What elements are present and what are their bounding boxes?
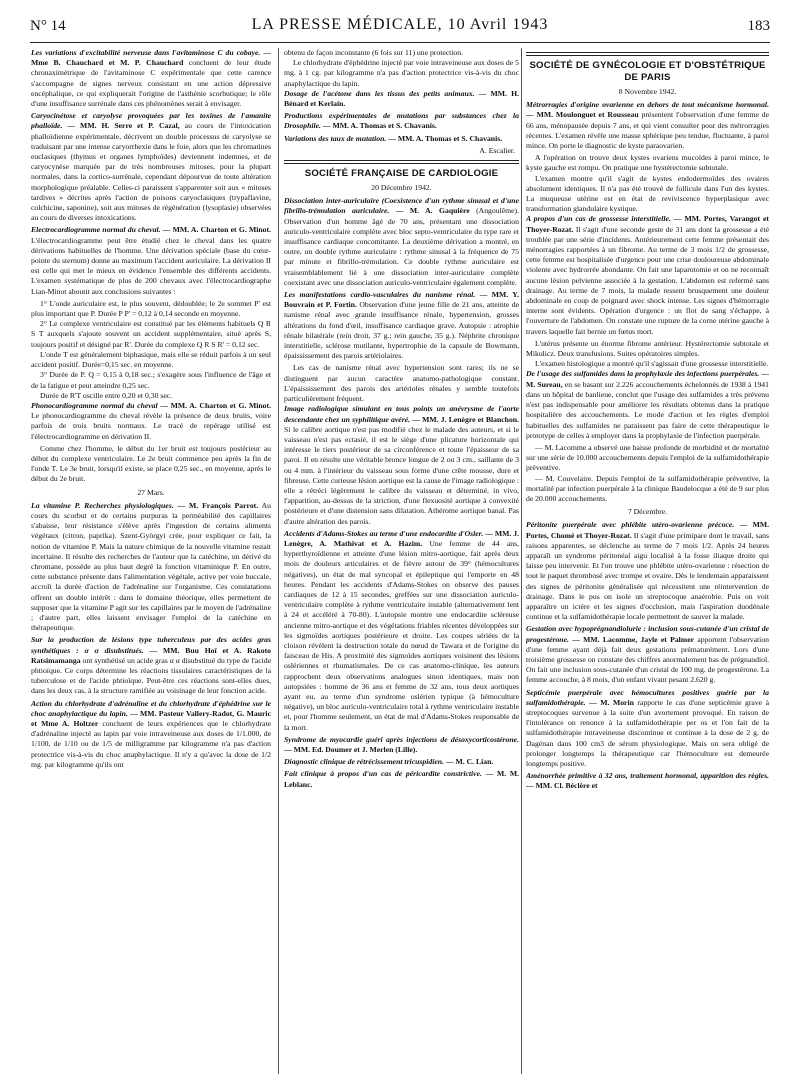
article: Caryocinétose et caryolyse provoquées par les toxines de l'amanite phalloïde. — MM. H. Serre et P. Cazal, au cours de l'intoxication phalloïdienne expérimentale, décrivent un double processus de caryolyse se traduisant par une intense caryorrhexie dans le foie, alors que les chromatines euclasiques (thymus et organes lymphoïdes) deviennent indemnes, et de caryocynèse marquée par de très nombreuses mitoses, pour la plupart normales, dans la cortico-surrénale, cependant dépourvue de toute altération morphologique préalable. Celles-ci paraissent s'apparenter soit aux « mitoses tardives » décrites après l'action de poisons caryoclasiques (trypaflavine, colchicine, saponine), soit aux mitoses de régénération (lysoplasie) observées au cours de diverses intoxications. (31, 111, 271, 223)
signature: A. Escalier. (479, 145, 515, 155)
article: Accidents d'Adams-Stokes au terme d'une endocardite d'Osler. — MM. J. Lenègre, A. Mathivat et A. Hazim. Une femme de 44 ans, hyperthyroïdienne et atteinte d'une lésion mitro-aortique, fait après deux mois de douleurs articulaires et de fièvre autour de 39° (hémocultures négatives), un état de mal syncopal et épileptique qui l'emporte en 48 heures. Pendant les accidents d'Adams-Stokes on observe des pauses cardiaques de 12 à 15 secondes, greffées sur une dissociation auriculo-ventriculaire complète à rythme ventriculaire instable (alternativement lent à 24 et accéléré à 70-80). L'autopsie montre une endocardite scléreuse ancienne mitro-aortique et des végétations friables récentes développées sur les sigmoïdes aortiques postérieure et droite. Les coupes sériées de la cloison révèlent la destruction totale du nœud de Tawara et de l'origine du faisceau de His. A proximité des sigmoïdes aortiques voisinent des lésions oslériennes et rhumatismales. De ce cas anatomo-clinique, les auteurs rapprochent deux observations analogues sinon identiques, mais non autopsiées : homme de 36 ans et femme de 32 ans, tous deux aortiques ayant eu, au terme d'un syndrome oslérien typique (à hémoculture négative), un bloc auriculo-ventriculaire total à rythme ventriculaire instable et, pour l'homme seulement, un état de mal d'Adams-Stokes responsable de la mort. (284, 528, 519, 732)
article: Dosage de l'acétone dans les tissus des petits animaux. — MM. H. Bénard et Kerlain. (284, 88, 519, 109)
paragraph: obtenu de façon inconstante (6 fois sur 11) une protection. (284, 48, 464, 57)
list-item: 3° Durée de P. Q = 0,15 à 0,18 sec.; s'exagère sous l'influence de l'âge et de la fatigue et peut atteindre 0,25 sec. (31, 370, 271, 390)
article: Phonocardiogramme normal du cheval — MM. A. Charton et G. Minot. Le phonocardiogramme du cheval révèle la présence de deux bruits, voire parfois de trois bruits normaux. Le tracé de repérage utilisé est l'électrocardiogramme en dérivation II. (31, 400, 271, 441)
paragraph: L'examen histologique a montré qu'il s'agissait d'une grossesse interstitielle. (535, 359, 769, 369)
list-item: Durée de R'T oscille entre 0,20 et 0,30 sec. (40, 390, 173, 400)
article: Fait clinique à propos d'un cas de péricardite constrictive. — M. M. Leblanc. (284, 769, 519, 789)
article: Image radiologique simulant en tous points un anévrysme de l'aorte descendante chez un syphilitique avéré. — MM. J. Lenègre et Blanchon. Si le calibre aortique n'est pas modifié chez le malade des auteurs, et si le vaisseau n'est pas ectasié, il est le siège d'une plicature horizontale qui intéresse le tiers postérieur de sa circonférence et toute l'épaisseur de sa paroi. Il en résulte une véritable bronce longue de 2 ou 3 cm., saillante de 3 ou 4 mm. à l'intérieur du vaisseau sous forme d'une crête mousse, dure et fibreuse. Cette curieuse lésion aortique est la cause de l'image radiologique : elle a rétréci légèrement le calibre du vaisseau et déterminé, in vivo, l'apparition, au-dessus de la striction, d'une flexuosité aortique à convexité postérieure et d'une distension sans dilatation. Athérome aortique banal. Pas d'autre altération des parois. (284, 404, 519, 526)
list-item: 1° L'onde auriculaire est, le plus souvent, dédoublée; le 2e sommet P' est plus important que P. Durée P P' = 0,12 à 0,14 seconde en moyenne. (31, 298, 271, 319)
paragraph: L'utérus présente un énorme fibrome antérieur. Hystérectomie subtotale et Mikulicz. Deux transfusions. Suites opératoires simples. (526, 338, 769, 359)
article: Septicémie puerpérale avec hémocultures positives guérie par la sulfamidothérapie. — M. Morin rapporte le cas d'une septicémie grave à streptocoques survenue à la suite d'un avortement provoqué. En raison de l'intolérance on renonce à la sulfamidothérapie per os et l'on fait de la sulfamidothérapie intraveineuse discontinue et continue à la dose de 2 g. de Dagénan dans 100 cm3 de sérum physiologique. Mais on sera obligé de prolonger longtemps la thérapeutique car l'hémoculture est demeurée longtemps positive. (526, 687, 769, 768)
article: La vitamine P. Recherches physiologiques. — M. François Parrot. Au cours du scorbut et de certains purpuras la perméabilité des capillaires s'abaisse, leur résistance s'élève après l'ingestion de certains aliments végétaux (citron, paprika). Szent-Györgyi crée, pour expliquer ce fait, la notion de vitamine P. Mais la nature chimique de la nouvelle vitamine restait incertaine. Il résulte des recherches de l'auteur que la catéchine, un dérivé du chromane, possède au plus haut degré la fonction vitaminique P. En outre, cette substance présente dans l'alimentation végétale, active per voie buccale, accroît la durée d'action de l'adrénaline sur l'organisme. Ces constatations offrent un double intérêt : dans le domaine théorique, elles permettent de supposer que la vitamine P agit sur les capillaires par le moyen de l'adrénaline ; d'autre part, elles laissent envisager l'emploi de la catéchine en thérapeutique. (31, 500, 271, 633)
header-rule (30, 42, 770, 43)
article: Productions expérimentales de mutations par substances chez la Drosophile. — MM. A. Thomas et S. Chavanis. (284, 111, 519, 131)
article: Variations des taux de mutation. — MM. A. Thomas et S. Chavanis. (284, 133, 503, 143)
article: Syndrome de myocardie guéri après injections de désoxycorticostérone. — MM. Ed. Doumer et J. Merlen (Lille). (284, 734, 519, 754)
column-3 (526, 48, 769, 1074)
page-header (30, 14, 770, 42)
paragraph: L'examen montre qu'il s'agit de kystes endodermoïdes des ovaires absolument identiques. Il n'a pas été trouvé de follicule dans l'un des kystes. La muqueuse utérine est en état de reviviscence hyperplasique avec transformation glandulaire kystique. (526, 173, 769, 214)
column-2 (284, 48, 519, 1074)
article: Métrorragies d'origine ovarienne en dehors de tout mécanisme hormonal. — MM. Moulonguet et Rousseau présentent l'observation d'une femme de 66 ans, ménopausée depuis 7 ans, et qui vient consulter pour des métrorragies récentes. L'examen révèle une masse sphérique peu tendue, fluctuante, à paroi mince. On porte le diagnostic de kyste paraovarien. (526, 100, 769, 151)
article: Aménorrhée primitive à 32 ans, traitement hormonal, apparition des règles. — MM. Cl. Béclère et (526, 771, 769, 791)
session-date: 7 Décembre. (627, 507, 668, 517)
article: Les manifestations cardio-vasculaires du nanisme rénal. — MM. Y. Bouvrain et P. Fortin. Observation d'une jeune fille de 21 ans, atteinte de nanisme rénal avec grande insuffisance rénale, hypertension, grosses altérations du fond d'œil, insuffisance cardiaque grave. Autopsie : atrophie rénale bilatérale (rein droit, 37 g.; rein gauche, 35 g.). Néphrite chronique interstitielle, sclérose mutilante, hypertrophie de la capsule de Bowmann, épaississement des parois artériolaires. (284, 290, 519, 361)
paragraph: Les cas de nanisme rénal avec hypertension sont rares; ils ne se distinguent par aucun caractère anatomo-pathologique constant. L'épaississement des parois des artérioles rénales y semble toutefois particulièrement fréquent. (284, 363, 519, 404)
article: Dissociation inter-auriculaire (Coexistence d'un rythme sinusal et d'une fibrillo-trémulation auriculaire. — M. A. Gaquière (Angoulême). Observation d'un homme âgé de 70 ans, présentant une dissociation auriculo-ventriculaire complète avec bloc septo-ventriculaire du type rare et insuffisance cardiaque concomitante. La deuxième dérivation a montré, en outre, un double rythme auriculaire : rythme sinusal à la fréquence de 75 par minute et fibrillo-trémulation. Ce double rythme auriculaire est vraisemblablement lié à une dissociation inter-auriculaire complète coexistant avec une dissociation auriculo-ventriculaire également complète. (284, 196, 519, 287)
article: Sur la production de lésions type tuberculeux par des acides gras synthétiques : α α disubstitués. — MM. Buu Hoï et A. Rakoto Ratsimamanga ont synthétisé un acide gras α α disubstitué du type de l'acide phtioïque. Ce corps détermine les réactions tissulaires caractéristiques de la tuberculose et de l'acide phtioïque. Peut-être ces réactions sont-elles dues, dans les deux cas, à la structure ramifiée au voisinage de leur fonction acide. (31, 635, 271, 696)
paragraph: Comme chez l'homme, le début du 1er bruit est toujours postérieur au début du complexe ventriculaire. Le 2e bruit commence peu après la fin de l'onde T. Le 3e bruit, lorsqu'il existe, se place 0,25 sec., en moyenne, après le début du 2e bruit. (31, 443, 271, 484)
article: Diagnostic clinique de rétrécissement tricuspidien. — M. C. Lian. (284, 757, 494, 767)
column-divider (521, 48, 522, 1074)
list-item: 2° Le complexe ventriculaire est constitué par les éléments habituels Q R S T auxquels s'ajoute souvent un accident supplémentaire, situé après S, toujours positif et désigné par R'. Durée du complexe Q R S R' = 0,12 sec. (31, 319, 271, 349)
column-divider (278, 48, 279, 1074)
article: Gestation avec hypoprégnandiolurie : inclusion sous-cutanée d'un cristal de progestérone. — MM. Lacomme, Jayle et Palmer apportent l'observation d'une femme ayant déjà fait deux gestations prématurément. Lors d'une troisième grossesse on constate des chiffres anormalement bas de prégnandiol. On fait une inclusion sous-cutanée d'un cristal de 100 mg. de progestérone. La femme accouche, à 8 mois, d'un enfant vivant pesant 2.620 g. (526, 624, 769, 685)
paragraph: Le chlorhydrate d'éphédrine injecté par voie intraveineuse aux doses de 5 mg. à 1 cg. par kilogramme n'a pas d'action protectrice vis-à-vis du choc anaphylactique du lapin. (284, 58, 519, 88)
paragraph: — M. Lacomme a observé une baisse profonde de morbidité et de mortalité sur une série de 10.000 accouchements depuis l'emploi de la sulfamidothérapie préventive. (526, 442, 769, 473)
paragraph: A l'opération on trouve deux kystes ovariens mucoïdes à paroi mince, le kyste gauche est rompu. On pratique une hystérectomie subtotale. (526, 153, 769, 173)
article: Electrocardiogramme normal du cheval. — MM. A. Charton et G. Minot. L'électrocardiogramme peut être étudié chez le cheval dans les quatre dérivations habituelles de l'homme. Une dérivation spéciale (base du cœur-pointe du sternum) donne au maximum l'accident auriculaire. La dérivation II est celle qui met le mieux en évidence l'ensemble des différents accidents. L'examen systématique de plus de 200 chevaux avec l'électrocardiographe Lian-Minot aboutit aux conclusions suivantes : (31, 225, 271, 296)
column-1 (31, 48, 271, 1074)
paragraph: — M. Couvelaire. Depuis l'emploi de la sulfamidothérapie préventive, la mortalité par infection puerpérale à la clinique Baudelocque a été de 9 sur plus de 20.000 accouchements. (526, 473, 769, 503)
article: De l'usage des sulfamides dans la prophylaxie des infections puerpérales. — M. Sureau, en se basant sur 2.226 accouchements échelonnés de 1938 à 1941 dans un hôpital de banlieue, conclut que l'usage des sulfamides a très prévenu n'est pas indispensable pour améliorer les résultats obtenus dans la pratique hospitalière des accouchements. Le mode d'action et les règles d'emploi habituelles des sulfamides ne paraissent pas faire de cette thérapeutique le prototype de celles à employer dans la prophylaxie de l'infection puerpérale. (526, 369, 769, 440)
list-item: L'onde T est généralement biphasique, mais elle se réduit parfois à un seul accident positif. Durée=0,15 sec. en moyenne. (31, 349, 271, 370)
article: Péritonite puerpérale avec phlébite utéro-ovarienne précoce. — MM. Portes, Chomé et Thoyer-Rozat. Il s'agit d'une primipare dont le travail, sans raisons apparentes, se déclenche au terme de 7 mois 1/2. Après 24 heures apparaît un syndrome péritonéal aigu localisé à la fosse iliaque droite qui laisse peu intervenir. Et l'on trouve une phlébite utéro-ovarienne : résection de tout le paquet thrombosé avec trompe et ovaire. Dès le lendemain apparaissent des signes de péritonite généralisée qui nécessitent une réintervention de drainage. Dans le pus on isole un streptocoque anaérobie. Puis on voit apparaître un ictère et les signes d'occlusion, mais l'aspiration duodénale continue et la sulfamidothérapie locale permettent de sauver la malade. (526, 520, 769, 622)
section-rule (526, 52, 769, 56)
section-rule (284, 160, 519, 164)
page-number: 183 (747, 18, 770, 34)
session-date: 20 Décembre 1942. (371, 183, 432, 193)
section-heading: SOCIÉTÉ DE GYNÉCOLOGIE ET D'OBSTÉTRIQUE DE PARIS (529, 60, 766, 83)
session-date: 8 Novembre 1942. (618, 87, 677, 96)
issue-number: N° 14 (30, 18, 66, 34)
section-heading: SOCIÉTÉ FRANÇAISE DE CARDIOLOGIE (304, 168, 499, 180)
journal-title: LA PRESSE MÉDICALE, 10 Avril 1943 (251, 16, 549, 33)
session-date: 27 Mars. (137, 487, 165, 497)
article: A propos d'un cas de grossesse interstitielle. — MM. Portes, Varangot et Thoyer-Rozat. Il s'agit d'une seconde geste de 31 ans dont la grossesse a été troublée par une série d'incidents. Antérieurement cette femme présentait des ménorragies rapportées à un fibrome. Au terme de 3 mois 1/2 de grossesse, cette femme est hospitalisée d'urgence pour une crise douloureuse abdominale violente avec hydrorrée abondante. On fait une laparotomie et on ne reconnaît aucune lésion pelvienne associée à la gestation. L'abdomen est refermé sans drainage. Au terme de 7 mois, la malade ressent brusquement une douleur abdominale en coup de poignard avec shock intense. Les signes d'hémorragie interne sont évidents. Opération d'urgence : un flot de sang s'échappe, à l'ouverture de l'abdomen. On constate une rupture de la corne utérine gauche à travers laquelle fait hernie un fœtus mort. (526, 214, 769, 336)
article: Action du chlorhydrate d'adrénaline et du chlorhydrate d'éphédrine sur le choc anaphylactique du lapin. — MM. Pasteur Vallery-Radot, G. Mauric et Mme A. Holtzer concluent de leurs expériences que le chlorhydrate d'adrénaline injecté au lapin par voie intraveineuse aux doses de 1/1.000, de 1/100, de 1/10 ou de 1/5 de milligramme par kilogramme n'a pas d'action protectrice vis-à-vis du choc anaphylactique. Il n'y a qu'avec la dose de 1/2 mg. par kilogramme qu'ils ont (31, 698, 271, 769)
article: Les variations d'excitabilité nerveuse dans l'avitaminose C du cobaye. — Mme B. Chauchard et M. P. Chauchard concluent de leur étude chronaximétrique de l'avitaminose C expérimentale que cette carence s'accompagne de signes nerveux consistant en une action dépressive encéphalique, ce qui expliquerait l'origine de l'asthénie scorbutique; le rôle d'une insuffisance surrénale dans ces phénomènes serait à envisager. (31, 48, 271, 109)
